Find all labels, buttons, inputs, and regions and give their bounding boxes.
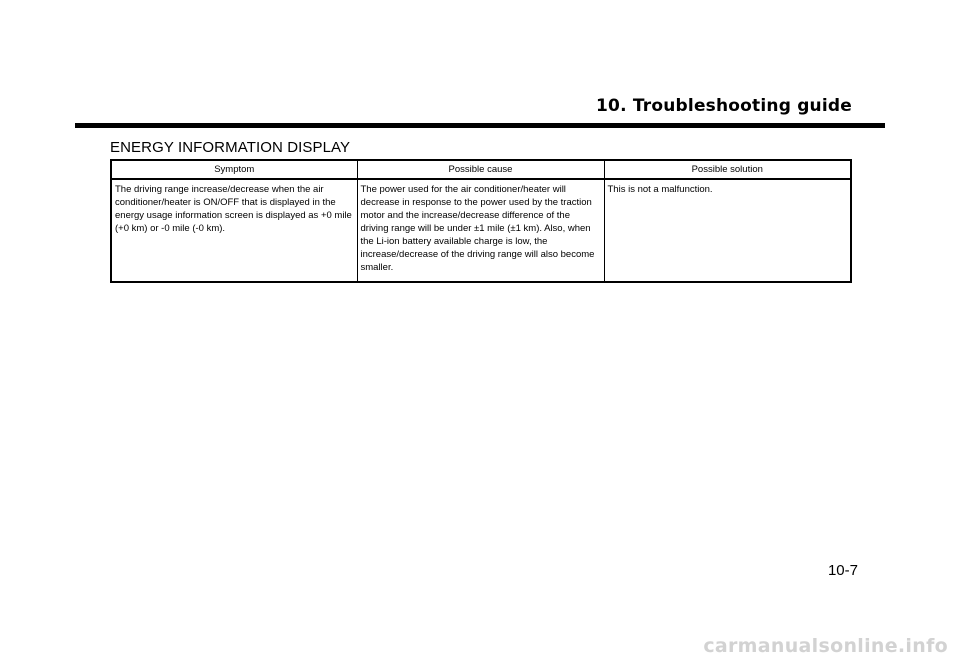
section-title: ENERGY INFORMATION DISPLAY bbox=[110, 139, 351, 156]
chapter-title: 10. Troubleshooting guide bbox=[596, 96, 852, 116]
column-header-possible-cause: Possible cause bbox=[357, 160, 604, 179]
possible-solution-cell: This is not a malfunction. bbox=[604, 179, 851, 282]
table-header-row bbox=[111, 160, 851, 179]
possible-cause-cell: The power used for the air conditioner/heater will decrease in response to the power used by the traction motor and the increase/decrease difference of the driving range will be under ±1 mile (±1 km). Also, when the Li-ion battery available charge is low, the increase/decrease of the driving range will also become smaller. bbox=[357, 179, 604, 282]
watermark: carmanualsonline.info bbox=[703, 635, 948, 657]
table-row bbox=[111, 179, 851, 282]
troubleshooting-table bbox=[110, 159, 850, 283]
column-header-symptom: Symptom bbox=[111, 160, 357, 179]
column-header-possible-solution: Possible solution bbox=[604, 160, 851, 179]
header-rule bbox=[75, 123, 885, 128]
page-number: 10-7 bbox=[827, 562, 858, 579]
symptom-cell: The driving range increase/decrease when the air conditioner/heater is ON/OFF that is displayed in the energy usage information screen is displayed as +0 mile (+0 km) or -0 mile (-0 km). bbox=[115, 184, 352, 234]
